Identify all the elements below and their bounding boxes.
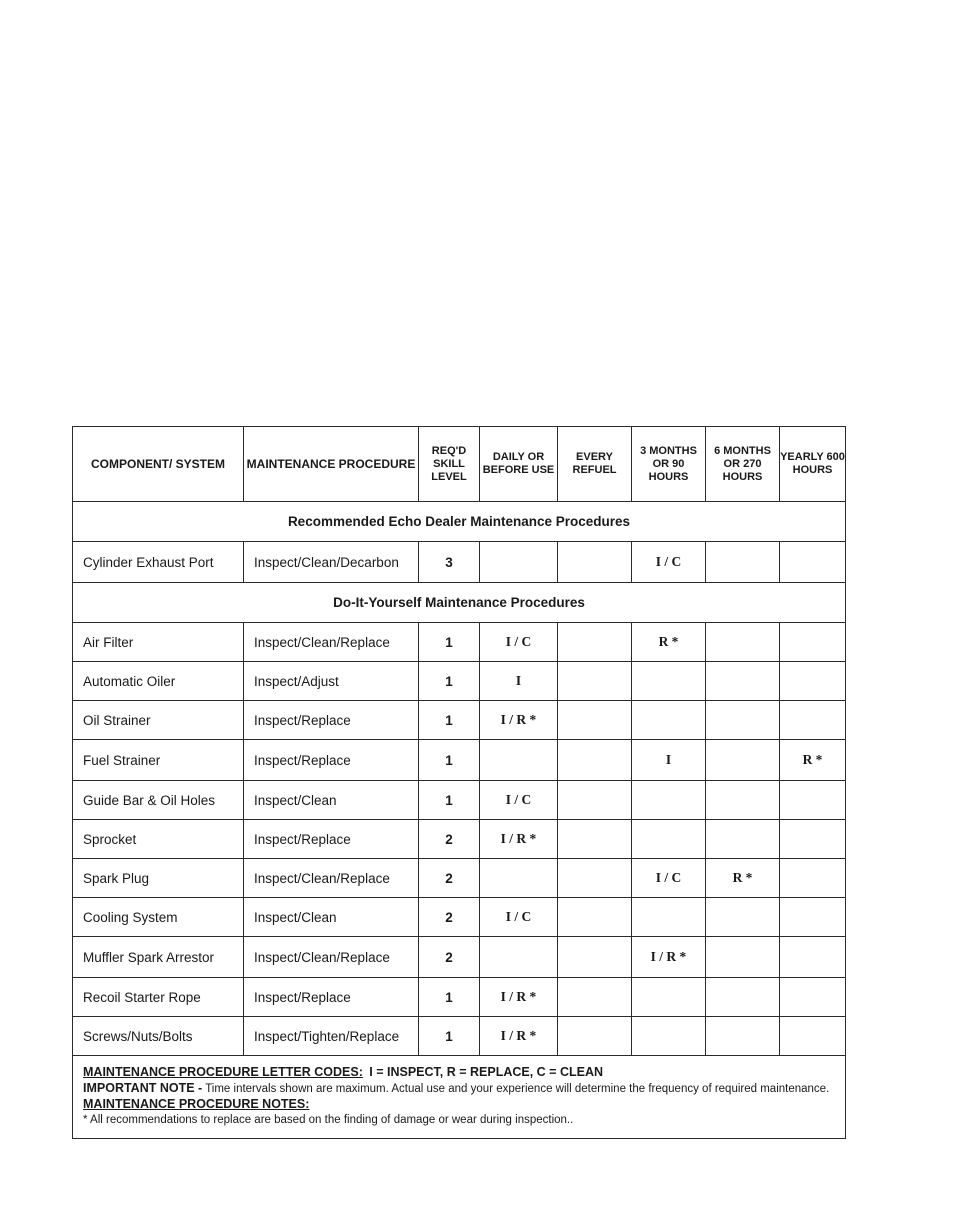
skill-level-cell: 1 bbox=[419, 701, 480, 740]
daily-cell bbox=[480, 937, 558, 978]
skill-level-cell: 1 bbox=[419, 740, 480, 781]
daily-cell: I / R * bbox=[480, 1017, 558, 1056]
letter-codes-text: I = INSPECT, R = REPLACE, C = CLEAN bbox=[369, 1065, 603, 1079]
component-cell: Spark Plug bbox=[73, 859, 244, 898]
skill-level-cell: 1 bbox=[419, 662, 480, 701]
every-refuel-cell bbox=[558, 662, 632, 701]
table-row bbox=[73, 937, 846, 978]
every-refuel-cell bbox=[558, 701, 632, 740]
procedure-cell: Inspect/Replace bbox=[244, 701, 419, 740]
every-refuel-cell bbox=[558, 978, 632, 1017]
component-cell: Air Filter bbox=[73, 623, 244, 662]
every-refuel-cell bbox=[558, 937, 632, 978]
header-skill-level: REQ'D SKILL LEVEL bbox=[419, 427, 480, 502]
procedure-notes-title: MAINTENANCE PROCEDURE NOTES: bbox=[83, 1097, 310, 1111]
component-cell: Oil Strainer bbox=[73, 701, 244, 740]
6-months-cell bbox=[706, 978, 780, 1017]
component-cell: Screws/Nuts/Bolts bbox=[73, 1017, 244, 1056]
yearly-cell bbox=[780, 542, 846, 583]
daily-cell: I / C bbox=[480, 781, 558, 820]
procedure-cell: Inspect/Replace bbox=[244, 820, 419, 859]
table-row bbox=[73, 859, 846, 898]
yearly-cell bbox=[780, 820, 846, 859]
yearly-cell: R * bbox=[780, 740, 846, 781]
header-3-months: 3 MONTHS OR 90 HOURS bbox=[632, 427, 706, 502]
every-refuel-cell bbox=[558, 740, 632, 781]
6-months-cell bbox=[706, 701, 780, 740]
table-row bbox=[73, 898, 846, 937]
important-note bbox=[83, 1081, 835, 1097]
6-months-cell: R * bbox=[706, 859, 780, 898]
dealer-rows bbox=[73, 542, 846, 583]
procedure-cell: Inspect/Clean/Decarbon bbox=[244, 542, 419, 583]
3-months-cell: R * bbox=[632, 623, 706, 662]
daily-cell bbox=[480, 859, 558, 898]
3-months-cell: I / R * bbox=[632, 937, 706, 978]
every-refuel-cell bbox=[558, 1017, 632, 1056]
6-months-cell bbox=[706, 781, 780, 820]
daily-cell: I / C bbox=[480, 623, 558, 662]
component-cell: Guide Bar & Oil Holes bbox=[73, 781, 244, 820]
component-cell: Cylinder Exhaust Port bbox=[73, 542, 244, 583]
header-procedure: MAINTENANCE PROCEDURE bbox=[244, 427, 419, 502]
yearly-cell bbox=[780, 662, 846, 701]
yearly-cell bbox=[780, 623, 846, 662]
3-months-cell bbox=[632, 662, 706, 701]
procedure-cell: Inspect/Clean bbox=[244, 781, 419, 820]
section-title-diy: Do-It-Yourself Maintenance Procedures bbox=[73, 583, 846, 623]
6-months-cell bbox=[706, 898, 780, 937]
3-months-cell: I bbox=[632, 740, 706, 781]
yearly-cell bbox=[780, 937, 846, 978]
header-row bbox=[73, 427, 846, 502]
6-months-cell bbox=[706, 542, 780, 583]
table-row bbox=[73, 542, 846, 583]
header-every-refuel: EVERY REFUEL bbox=[558, 427, 632, 502]
skill-level-cell: 1 bbox=[419, 1017, 480, 1056]
every-refuel-cell bbox=[558, 898, 632, 937]
6-months-cell bbox=[706, 937, 780, 978]
yearly-cell bbox=[780, 859, 846, 898]
replace-footnote: * All recommendations to replace are based on the finding of damage or wear during inspection.. bbox=[83, 1114, 574, 1126]
yearly-cell bbox=[780, 1017, 846, 1056]
component-cell: Cooling System bbox=[73, 898, 244, 937]
yearly-cell bbox=[780, 701, 846, 740]
table-row bbox=[73, 820, 846, 859]
important-note-text: Time intervals shown are maximum. Actual use and your experience will determine the frequency of required maintenance. bbox=[202, 1083, 830, 1095]
3-months-cell bbox=[632, 978, 706, 1017]
every-refuel-cell bbox=[558, 623, 632, 662]
skill-level-cell: 2 bbox=[419, 859, 480, 898]
component-cell: Sprocket bbox=[73, 820, 244, 859]
component-cell: Muffler Spark Arrestor bbox=[73, 937, 244, 978]
yearly-cell bbox=[780, 978, 846, 1017]
procedure-cell: Inspect/Tighten/Replace bbox=[244, 1017, 419, 1056]
3-months-cell bbox=[632, 701, 706, 740]
every-refuel-cell bbox=[558, 542, 632, 583]
6-months-cell bbox=[706, 740, 780, 781]
diy-rows bbox=[73, 623, 846, 1056]
3-months-cell bbox=[632, 820, 706, 859]
daily-cell: I / C bbox=[480, 898, 558, 937]
table-row bbox=[73, 662, 846, 701]
daily-cell: I bbox=[480, 662, 558, 701]
header-6-months: 6 MONTHS OR 270 HOURS bbox=[706, 427, 780, 502]
section-row-diy bbox=[73, 583, 846, 623]
procedure-cell: Inspect/Adjust bbox=[244, 662, 419, 701]
every-refuel-cell bbox=[558, 781, 632, 820]
table-row bbox=[73, 781, 846, 820]
header-yearly: YEARLY 600 HOURS bbox=[780, 427, 846, 502]
procedure-cell: Inspect/Clean/Replace bbox=[244, 859, 419, 898]
6-months-cell bbox=[706, 820, 780, 859]
skill-level-cell: 2 bbox=[419, 937, 480, 978]
procedure-cell: Inspect/Clean bbox=[244, 898, 419, 937]
skill-level-cell: 1 bbox=[419, 623, 480, 662]
daily-cell: I / R * bbox=[480, 978, 558, 1017]
daily-cell bbox=[480, 542, 558, 583]
maintenance-schedule-table bbox=[72, 426, 846, 1139]
3-months-cell bbox=[632, 898, 706, 937]
letter-codes-title: MAINTENANCE PROCEDURE LETTER CODES: bbox=[83, 1065, 363, 1079]
3-months-cell: I / C bbox=[632, 542, 706, 583]
table-row bbox=[73, 701, 846, 740]
procedure-cell: Inspect/Clean/Replace bbox=[244, 937, 419, 978]
3-months-cell: I / C bbox=[632, 859, 706, 898]
important-note-label: IMPORTANT NOTE - bbox=[83, 1081, 203, 1095]
table-row bbox=[73, 740, 846, 781]
daily-cell: I / R * bbox=[480, 701, 558, 740]
table-row bbox=[73, 1017, 846, 1056]
section-row-dealer bbox=[73, 502, 846, 542]
letter-codes-line bbox=[83, 1065, 835, 1081]
yearly-cell bbox=[780, 781, 846, 820]
component-cell: Fuel Strainer bbox=[73, 740, 244, 781]
daily-cell bbox=[480, 740, 558, 781]
section-title-dealer: Recommended Echo Dealer Maintenance Procedures bbox=[73, 502, 846, 542]
6-months-cell bbox=[706, 623, 780, 662]
component-cell: Recoil Starter Rope bbox=[73, 978, 244, 1017]
every-refuel-cell bbox=[558, 859, 632, 898]
component-cell: Automatic Oiler bbox=[73, 662, 244, 701]
3-months-cell bbox=[632, 1017, 706, 1056]
skill-level-cell: 1 bbox=[419, 978, 480, 1017]
table-row bbox=[73, 978, 846, 1017]
table-row bbox=[73, 623, 846, 662]
yearly-cell bbox=[780, 898, 846, 937]
skill-level-cell: 1 bbox=[419, 781, 480, 820]
every-refuel-cell bbox=[558, 820, 632, 859]
procedure-cell: Inspect/Replace bbox=[244, 978, 419, 1017]
notes-row bbox=[73, 1056, 846, 1139]
notes-cell bbox=[73, 1056, 846, 1139]
header-component: COMPONENT/ SYSTEM bbox=[73, 427, 244, 502]
skill-level-cell: 2 bbox=[419, 820, 480, 859]
procedure-cell: Inspect/Replace bbox=[244, 740, 419, 781]
daily-cell: I / R * bbox=[480, 820, 558, 859]
6-months-cell bbox=[706, 1017, 780, 1056]
procedure-cell: Inspect/Clean/Replace bbox=[244, 623, 419, 662]
6-months-cell bbox=[706, 662, 780, 701]
3-months-cell bbox=[632, 781, 706, 820]
skill-level-cell: 3 bbox=[419, 542, 480, 583]
skill-level-cell: 2 bbox=[419, 898, 480, 937]
header-daily: DAILY OR BEFORE USE bbox=[480, 427, 558, 502]
